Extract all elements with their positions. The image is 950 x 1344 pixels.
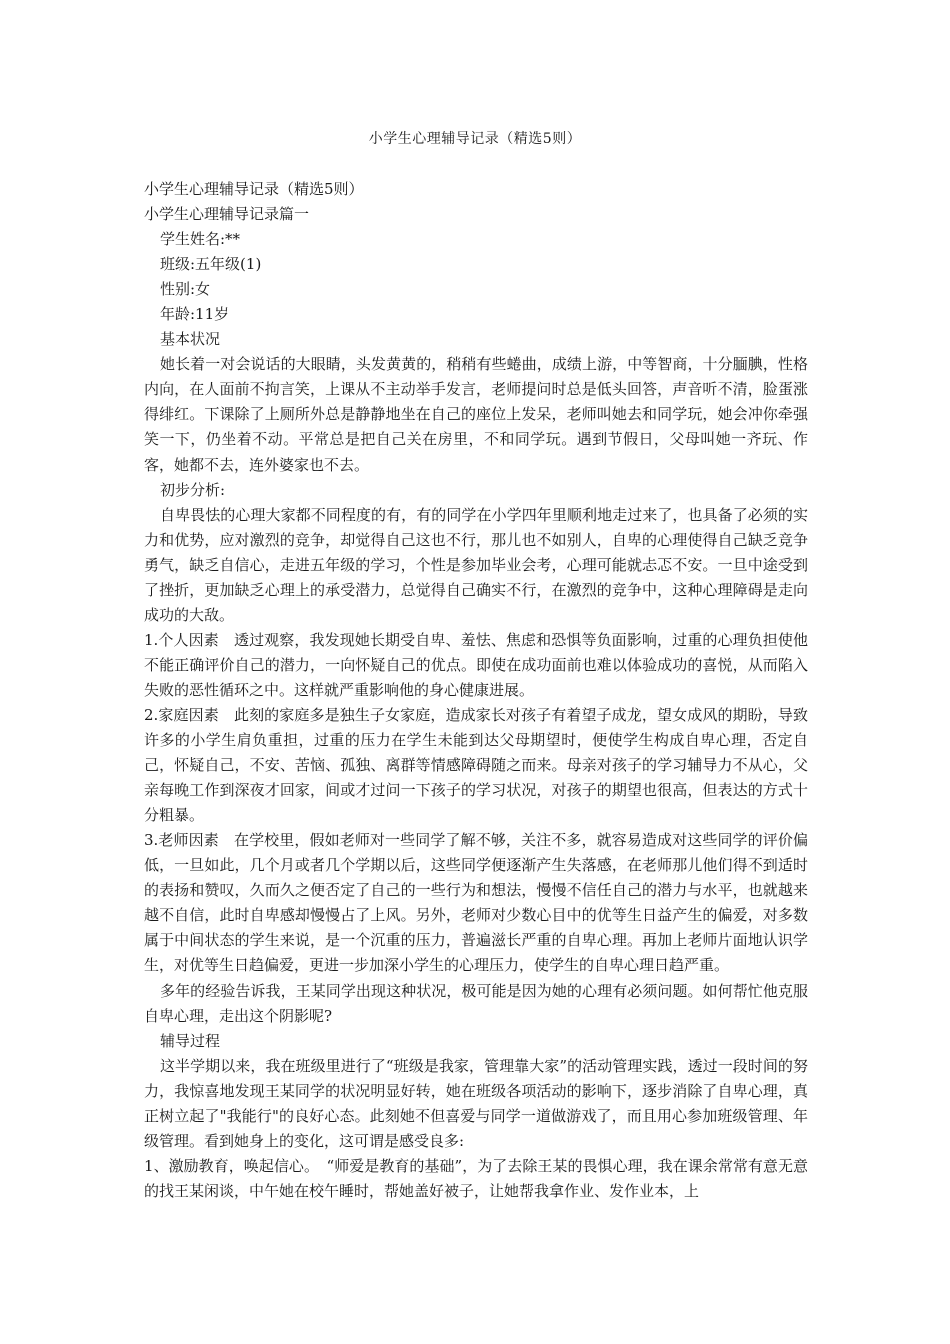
paragraph: 她长着一对会说话的大眼睛，头发黄黄的，稍稍有些蜷曲，成绩上游，中等智商，十分腼腆，性格内向，在人面前不拘言笑，上课从不主动举手发言，老师提问时总是低头回答，声音听不清，脸蛋涨得绯红。下课除了上厕所外总是静静地坐在自己的座位上发呆，老师叫她去和同学玩，她会冲你牵强笑一下，仍坐着不动。平常总是把自己关在房里，不和同学玩。遇到节假日，父母叫她一齐玩、作客，她都不去，连外婆家也不去。	[144, 355, 808, 474]
paragraph: 初步分析:	[160, 480, 226, 499]
paragraph: 这半学期以来，我在班级里进行了“班级是我家，管理靠大家”的活动管理实践，透过一段时间的努力，我惊喜地发现王某同学的状况明显好转，她在班级各项活动的影响下，逐步消除了自卑心理，真正树立起了"我能行"的良好心态。此刻她不但喜爱与同学一道做游戏了，而且用心参加班级管理、年级管理。看到她身上的变化，这可谓是感受良多:	[144, 1056, 808, 1150]
page-title: 小学生心理辅导记录（精选5则）	[368, 131, 582, 147]
paragraph: 1.个人因素 透过观察，我发现她长期受自卑、羞怯、焦虑和恐惧等负面影响，过重的心理负担使他不能正确评价自己的潜力，一向怀疑自己的优点。即使在成功面前也难以体验成功的喜悦，从而陷入失败的恶性循环之中。这样就严重影响他的身心健康进展。	[144, 630, 808, 699]
paragraph: 2.家庭因素 此刻的家庭多是独生子女家庭，造成家长对孩子有着望子成龙，望女成风的期盼，导致许多的小学生肩负重担，过重的压力在学生未能到达父母期望时，便使学生构成自卑心理，否定自己，怀疑自己，不安、苦恼、孤独、离群等情感障碍随之而来。母亲对孩子的学习辅导力不从心，父亲每晚工作到深夜才回家，间或才过问一下孩子的学习状况，对孩子的期望也很高，但表达的方式十分粗暴。	[144, 705, 808, 825]
paragraph: 1、激励教育，唤起信心。 “师爱是教育的基础”，为了去除王某的畏惧心理，我在课余常常有意无意的找王某闲谈，中午她在校午睡时，帮她盖好被子，让她帮我拿作业、发作业本，上	[144, 1156, 808, 1200]
paragraph: 学生姓名:**	[160, 230, 241, 249]
paragraph: 小学生心理辅导记录（精选5则）	[144, 180, 364, 198]
paragraph: 多年的经验告诉我，王某同学出现这种状况，极可能是因为她的心理有必须问题。如何帮忙他克服自卑心理，走出这个阴影呢?	[144, 981, 808, 1025]
paragraph: 辅导过程	[160, 1031, 221, 1050]
paragraph: 性别:女	[160, 280, 211, 299]
paragraph: 3.老师因素 在学校里，假如老师对一些同学了解不够，关注不多，就容易造成对这些同学的评价偏低，一旦如此，几个月或者几个学期以后，这些同学便逐渐产生失落感，在老师那儿他们得不到适时的表扬和赞叹，久而久之便否定了自己的一些行为和想法，慢慢不信任自己的潜力与水平，也就越来越不自信，此时自卑感却慢慢占了上风。另外，老师对少数心目中的优等生日益产生的偏爱，对多数属于中间状态的学生来说，是一个沉重的压力，普遍滋长严重的自卑心理。再加上老师片面地认识学生，对优等生日趋偏爱，更进一步加深小学生的心理压力，使学生的自卑心理日趋严重。	[144, 831, 808, 975]
document-body	[144, 177, 808, 1204]
paragraph: 自卑畏怯的心理大家都不同程度的有，有的同学在小学四年里顺利地走过来了，也具备了必须的实力和优势，应对激烈的竞争，却觉得自己这也不行，那儿也不如别人，自卑的心理使得自己缺乏竞争勇气，缺乏自信心，走进五年级的学习，个性是参加毕业会考，心理可能就忐忑不安。一旦中途受到了挫折，更加缺乏心理上的承受潜力，总觉得自己确实不行，在激烈的竞争中，这种心理障碍是走向成功的大敌。	[144, 505, 808, 624]
paragraph: 小学生心理辅导记录篇一	[144, 205, 310, 224]
paragraph: 班级:五年级(1)	[160, 255, 262, 274]
paragraph: 年龄:11岁	[160, 305, 230, 324]
paragraph: 基本状况	[160, 330, 221, 349]
